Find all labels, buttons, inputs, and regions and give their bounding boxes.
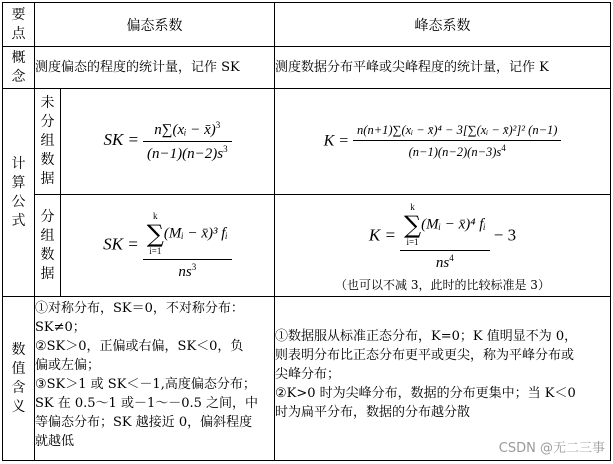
formula-char: 算	[11, 174, 26, 191]
formula-char: 式	[11, 212, 26, 229]
concept-char: 念	[11, 68, 26, 85]
denominator-text: ns	[435, 255, 450, 271]
concept-row	[3, 47, 611, 89]
concept-char: 概	[11, 49, 26, 66]
skewness-grouped-formula	[61, 195, 275, 297]
sigma-glyph: ∑	[403, 211, 422, 239]
formula-denominator	[400, 251, 490, 272]
kurtosis-meaning	[275, 297, 611, 461]
kurtosis-concept: 测度数据分布平峰或尖峰程度的统计量，记作 K	[275, 47, 611, 89]
numerator-text: (Mᵢ − x̄)³ fᵢ	[163, 224, 228, 241]
sum-lower-limit: i=1	[406, 237, 419, 247]
ungrouped-label	[35, 89, 61, 195]
meaning-line: 尖峰分布；	[275, 367, 341, 382]
formula-char: 计	[11, 155, 26, 172]
formula-denominator	[143, 260, 232, 281]
formula-denominator	[143, 142, 232, 163]
numerator-exponent: 3	[215, 120, 221, 130]
formula-numerator	[143, 120, 232, 142]
grouped-char: 分	[40, 208, 55, 225]
skewness-concept: 测度偏态的程度的统计量，记作 SK	[35, 47, 275, 89]
denominator-exponent: 3	[223, 144, 228, 154]
grouped-char: 据	[40, 265, 55, 282]
meaning-line: ③SK＞1 或 SK＜－1,高度偏态分布；	[35, 377, 256, 392]
denominator-text: (n−1)(n−2)s	[147, 146, 224, 162]
kurtosis-grouped-expression	[275, 202, 610, 272]
sum-upper-limit: k	[410, 202, 415, 212]
denominator-text: (n−1)(n−2)(n−3)s	[408, 145, 502, 160]
kurtosis-header: 峰态系数	[275, 3, 611, 47]
grouped-formula-row	[3, 195, 611, 297]
formula-lhs: SK =	[103, 234, 139, 254]
formula-denominator	[353, 141, 561, 160]
sum-lower-limit: i=1	[149, 245, 162, 256]
formula-fraction	[353, 123, 561, 160]
grouped-label	[35, 195, 61, 297]
formula-char: 公	[11, 193, 26, 210]
ungrouped-char: 分	[40, 114, 55, 130]
header-row	[3, 3, 611, 47]
meaning-line: 就越低	[35, 434, 75, 449]
formula-numerator	[400, 202, 490, 251]
sigma-glyph: ∑	[146, 219, 164, 248]
formula-tail: − 3	[493, 225, 517, 245]
skewness-header: 偏态系数	[35, 3, 275, 47]
formula-lhs: K =	[368, 225, 396, 245]
sum-upper-limit: k	[153, 210, 158, 221]
meaning-line: ②SK＞0，正偏或右偏，SK＜0，负	[35, 339, 244, 354]
grouped-char: 数	[40, 246, 55, 263]
meaning-line: 则表明分布比正态分布更平或更尖，称为平峰分布或	[275, 348, 575, 363]
key-point-header	[3, 3, 35, 47]
kurtosis-note: （也可以不减 3，此时的比较标准是 3）	[335, 278, 550, 292]
sigma-icon	[404, 202, 421, 248]
denominator-exponent: 4	[449, 253, 454, 263]
meaning-line: ①数据服从标准正态分布，K=0；K 值明显不为 0，	[275, 329, 578, 344]
formula-fraction	[143, 211, 232, 281]
key-point-char: 要	[11, 6, 26, 23]
formula-lhs: K =	[323, 132, 350, 150]
kurtosis-ungrouped-formula	[275, 89, 611, 195]
denominator-exponent: 3	[191, 261, 197, 272]
sigma-icon	[147, 211, 164, 257]
formula-numerator	[143, 211, 232, 260]
ungrouped-char: 数	[40, 152, 55, 168]
meaning-line: SK 在 0.5～1 或－1～－0.5 之间，中	[35, 396, 259, 411]
skewness-meaning	[35, 297, 275, 461]
concept-label	[3, 47, 35, 89]
comparison-table	[2, 2, 611, 461]
formula-label	[3, 89, 35, 297]
denominator-exponent: 4	[501, 142, 506, 153]
meaning-char: 含	[11, 379, 26, 396]
formula-lhs: SK =	[103, 130, 139, 150]
ungrouped-char: 组	[40, 133, 55, 149]
formula-fraction	[143, 120, 232, 163]
meaning-row	[3, 297, 611, 461]
denominator-text: ns	[178, 263, 192, 280]
key-point-char: 点	[11, 25, 26, 42]
csdn-watermark: CSDN @无二三事	[498, 441, 605, 456]
meaning-label	[3, 297, 35, 461]
meaning-char: 义	[11, 398, 26, 415]
formula-numerator: n(n+1)∑(xᵢ − x̄)⁴ − 3[∑(xᵢ − x̄)²]² (n−1)	[353, 123, 561, 141]
kurtosis-grouped-formula	[275, 195, 611, 297]
meaning-char: 值	[11, 360, 26, 377]
grouped-char: 组	[40, 227, 55, 244]
meaning-line: 偏或左偏；	[35, 358, 101, 373]
numerator-text: (Mᵢ − x̄)⁴ fᵢ	[421, 216, 486, 233]
ungrouped-char: 未	[40, 95, 55, 111]
ungrouped-char: 据	[40, 171, 55, 187]
meaning-line: 等偏态分布；SK 越接近 0，偏斜程度	[35, 415, 253, 430]
numerator-text: n∑(xᵢ − x̄)	[154, 122, 216, 138]
meaning-line: ②K>0 时为尖峰分布，数据的分布更集中；当 K＜0	[275, 386, 576, 401]
meaning-line: SK≠0；	[35, 320, 86, 335]
meaning-char: 数	[11, 341, 26, 358]
meaning-line: 时为扁平分布，数据的分布越分散	[275, 405, 471, 420]
ungrouped-formula-row	[3, 89, 611, 195]
meaning-line: ①对称分布，SK＝0，不对称分布：	[35, 301, 244, 316]
skewness-ungrouped-formula	[61, 89, 275, 195]
formula-fraction	[400, 202, 490, 272]
